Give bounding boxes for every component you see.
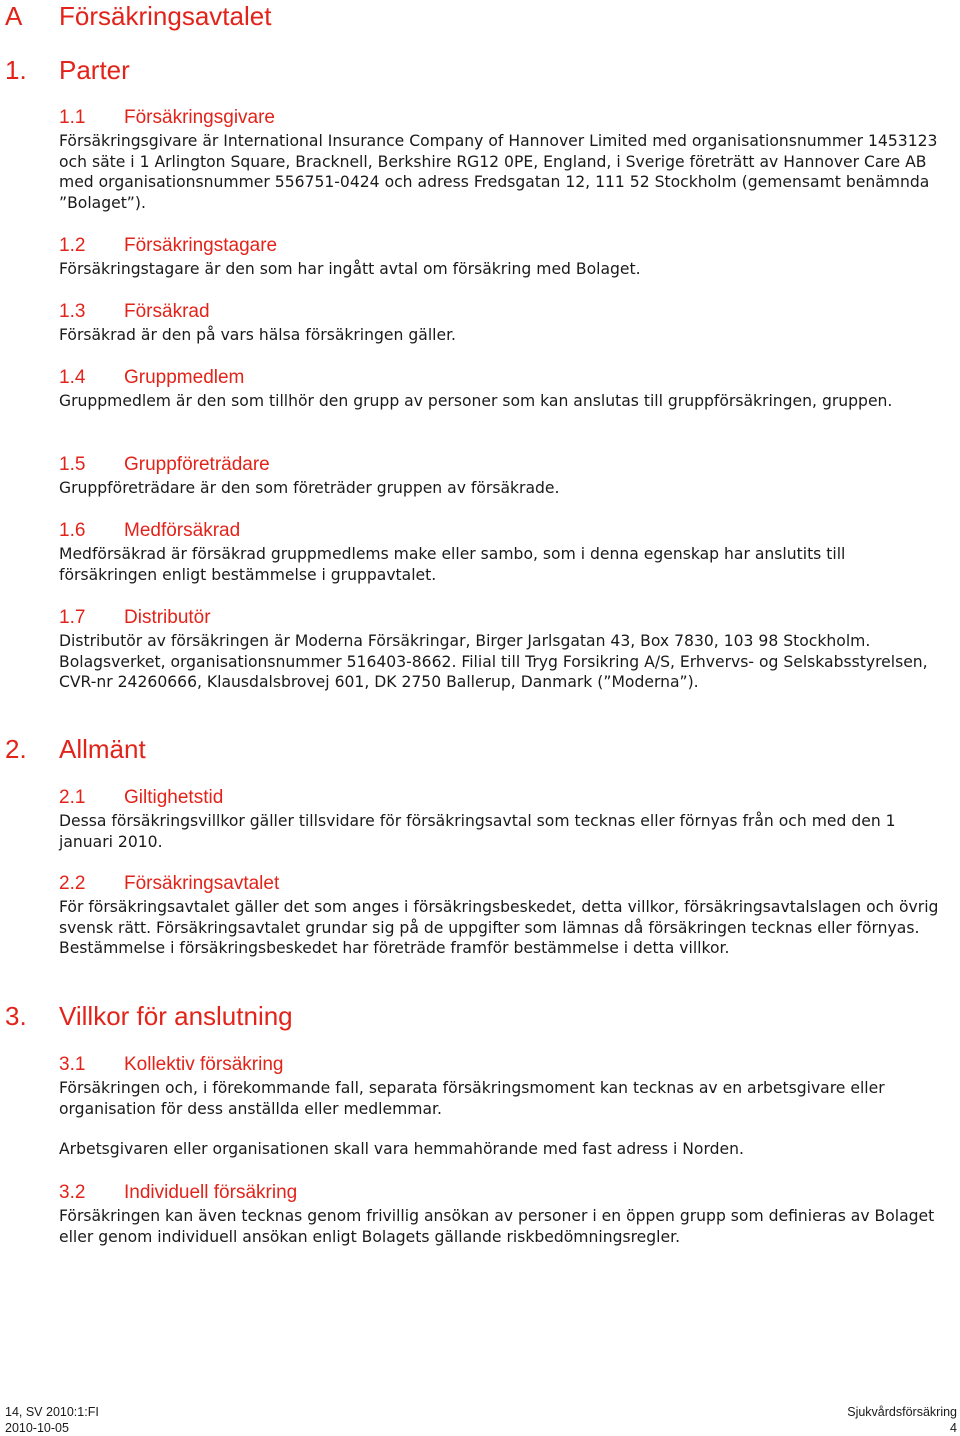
subsection-3-2-heading [59, 1181, 298, 1205]
subsection-number: 3.1 [59, 1054, 86, 1075]
footer-date: 2010-10-05 [5, 1421, 69, 1435]
subsection-1-3-heading [59, 300, 210, 324]
section-a-letter: A [5, 1, 23, 31]
subsection-number: 1.3 [59, 301, 86, 322]
subsection-1-4-text: Gruppmedlem är den som tillhör den grupp av personer som kan anslutas till gruppförsäkringen, gruppen. [59, 392, 893, 410]
subsection-1-7-text: Distributör av försäkringen är Moderna Försäkringar, Birger Jarlsgatan 43, Box 7830, 103 98 Stockholm. Bolagsverket, organisationsnummer 516403-8662. Filial till Tryg Forsikring A/S, Erhvervs- og Selskabsstyrelsen, CVR-nr 24260666, Klausdalsbrovej 601, DK 2750 Ballerup, Danmark (”Moderna”). [59, 632, 928, 692]
subsection-1-3-text: Försäkrad är den på vars hälsa försäkringen gäller. [59, 326, 457, 344]
subsection-title: Gruppföreträdare [124, 454, 270, 475]
subsection-1-5-text: Gruppföreträdare är den som företräder gruppen av försäkrade. [59, 479, 560, 497]
section-3-title: Villkor för anslutning [59, 1001, 293, 1031]
footer-page-number: 4 [950, 1421, 957, 1435]
subsection-title: Kollektiv försäkring [124, 1054, 284, 1075]
subsection-number: 2.1 [59, 787, 86, 808]
subsection-number: 1.7 [59, 607, 86, 628]
subsection-1-5-heading [59, 453, 270, 477]
subsection-number: 2.2 [59, 873, 86, 894]
subsection-3-1-heading [59, 1053, 284, 1077]
subsection-1-4-heading [59, 366, 245, 390]
subsection-3-2-text: Försäkringen kan även tecknas genom frivillig ansökan av personer i en öppen grupp som definieras av Bolaget eller genom individuell ansökan enligt Bolagets gällande riskbedömningsregler. [59, 1207, 935, 1246]
subsection-1-2-text: Försäkringstagare är den som har ingått avtal om försäkring med Bolaget. [59, 260, 641, 278]
subsection-title: Försäkringsgivare [124, 107, 275, 128]
subsection-number: 1.5 [59, 454, 86, 475]
section-1-number: 1. [5, 55, 27, 85]
subsection-1-1-heading [59, 106, 275, 130]
subsection-title: Försäkrad [124, 301, 210, 322]
footer-document-code: 14, SV 2010:1:FI [5, 1405, 99, 1419]
subsection-number: 1.1 [59, 107, 86, 128]
subsection-2-1-heading [59, 786, 224, 810]
section-1-title: Parter [59, 55, 130, 85]
subsection-2-2-heading [59, 872, 280, 896]
subsection-1-6-text: Medförsäkrad är försäkrad gruppmedlems make eller sambo, som i denna egenskap har anslutits till försäkringen enligt bestämmelse i gruppavtalet. [59, 545, 846, 584]
subsection-1-2-heading [59, 234, 278, 258]
subsection-2-1-text: Dessa försäkringsvillkor gäller tillsvidare för försäkringsavtal som tecknas eller förnyas från och med den 1 januari 2010. [59, 812, 896, 851]
subsection-number: 1.6 [59, 520, 86, 541]
subsection-1-7-heading [59, 606, 211, 630]
subsection-title: Försäkringstagare [124, 235, 278, 256]
section-3-number: 3. [5, 1001, 27, 1031]
subsection-1-1-text: Försäkringsgivare är International Insurance Company of Hannover Limited med organisationsnummer 1453123 och säte i 1 Arlington Square, Bracknell, Berkshire RG12 0PE, England, i Sverige företrätt av Hannover Care AB med organisationsnummer 556751-0424 och adress Fredsgatan 12, 111 52 Stockholm (gemensamt benämnda ”Bolaget”). [59, 132, 938, 212]
subsection-number: 3.2 [59, 1182, 86, 1203]
footer-product-name: Sjukvårdsförsäkring [847, 1405, 957, 1419]
subsection-title: Försäkringsavtalet [124, 873, 280, 894]
section-a-title: Försäkringsavtalet [59, 1, 272, 31]
subsection-1-6-heading [59, 519, 241, 543]
section-2-number: 2. [5, 734, 27, 764]
subsection-title: Distributör [124, 607, 211, 628]
subsection-title: Individuell försäkring [124, 1182, 298, 1203]
subsection-3-1-text: Försäkringen och, i förekommande fall, separata försäkringsmoment kan tecknas av en arbetsgivare eller organisation för dess anställda eller medlemmar. [59, 1079, 885, 1118]
section-2-title: Allmänt [59, 734, 146, 764]
subsection-title: Giltighetstid [124, 787, 224, 808]
subsection-number: 1.2 [59, 235, 86, 256]
subsection-2-2-text: För försäkringsavtalet gäller det som anges i försäkringsbeskedet, detta villkor, försäkringsavtalslagen och övrig svensk rätt. Försäkringsavtalet grundar sig på de uppgifter som lämnas då försäkringen tecknas eller förnyas. Bestämmelse i försäkringsbeskedet har företräde framför bestämmelse i detta villkor. [59, 898, 939, 958]
subsection-3-1-text-2: Arbetsgivaren eller organisationen skall vara hemmahörande med fast adress i Norden. [59, 1140, 744, 1158]
subsection-title: Gruppmedlem [124, 367, 245, 388]
subsection-number: 1.4 [59, 367, 86, 388]
subsection-title: Medförsäkrad [124, 520, 241, 541]
